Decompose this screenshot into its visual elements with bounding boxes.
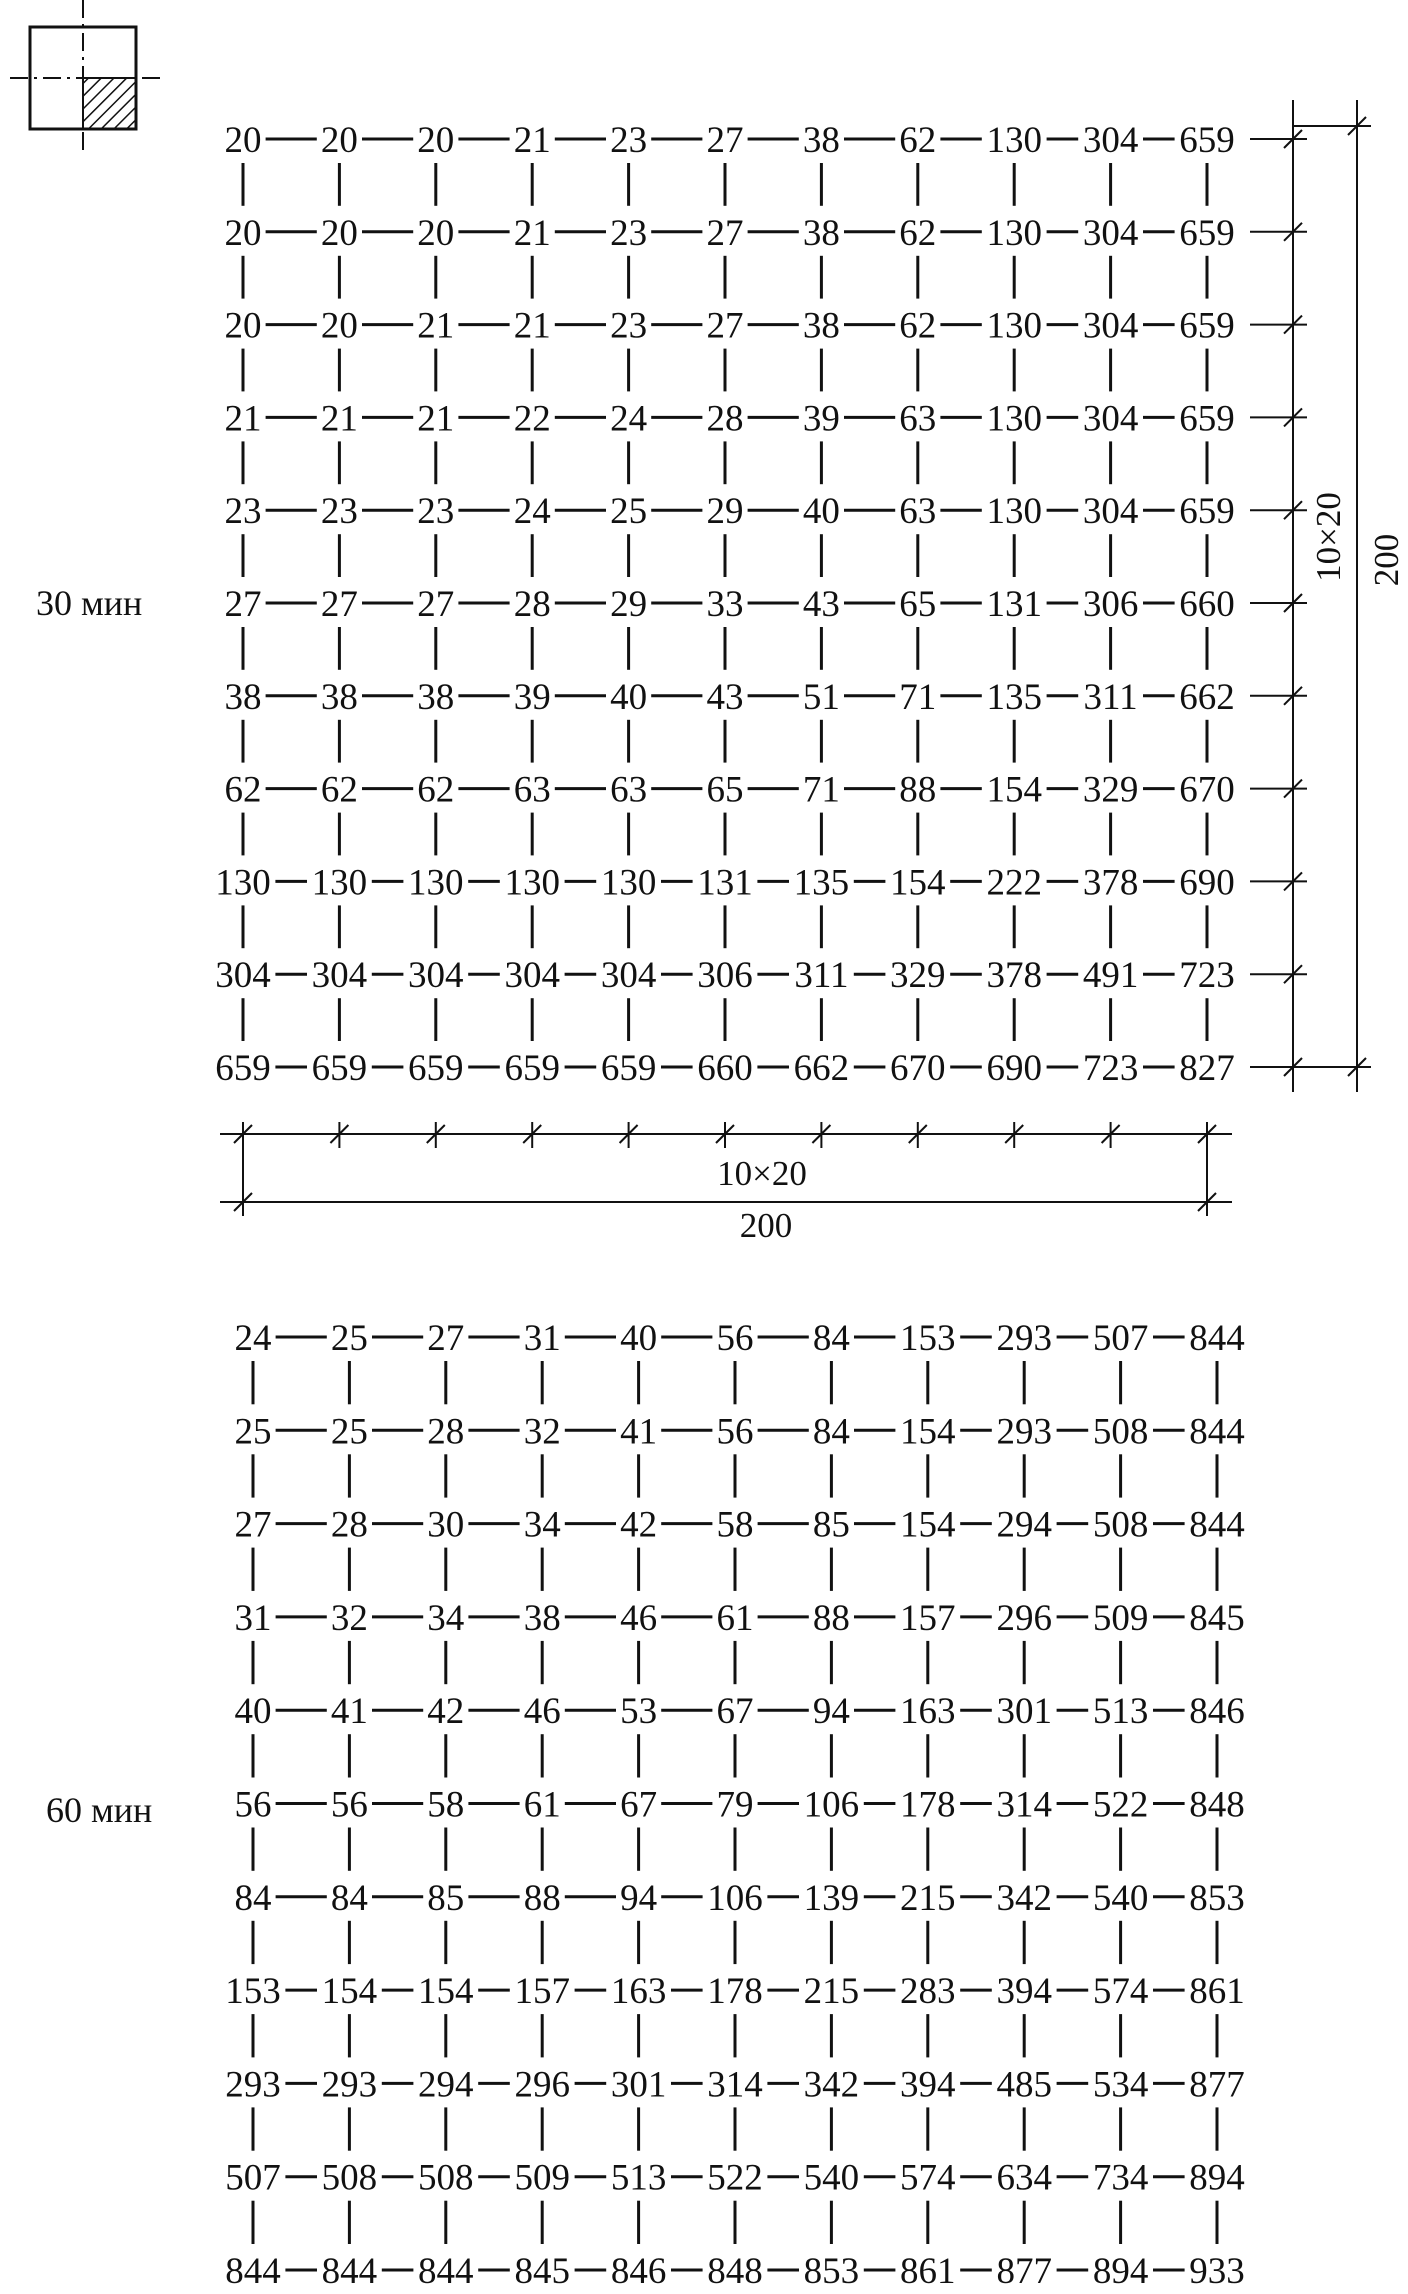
grid-value: 21 — [513, 212, 551, 254]
grid-value: 845 — [514, 2251, 570, 2292]
grid-value: 67 — [620, 1784, 658, 1826]
grid-value: 62 — [224, 769, 262, 811]
grid-value: 157 — [514, 1971, 570, 2013]
grid-value: 34 — [427, 1597, 465, 1639]
grid-value: 21 — [320, 398, 358, 440]
grid-value: 508 — [321, 2157, 378, 2199]
grid-value: 40 — [620, 1318, 658, 1359]
grid-value: 844 — [418, 2251, 474, 2292]
time-label-30: 30 мин — [36, 583, 143, 623]
dimension-spacing-right: 10×20 — [1309, 492, 1348, 582]
grid-value: 88 — [523, 1877, 561, 1919]
grid-value: 39 — [513, 676, 551, 718]
grid-value: 306 — [697, 955, 753, 997]
grid-value: 304 — [600, 955, 657, 997]
grid-value: 659 — [1179, 305, 1235, 347]
grid-60-min — [225, 1318, 1245, 2292]
grid-value: 659 — [215, 1048, 271, 1089]
grid-value: 509 — [514, 2157, 570, 2199]
grid-value: 154 — [900, 1504, 956, 1546]
grid-value: 62 — [320, 769, 358, 811]
grid-value: 38 — [417, 676, 455, 718]
grid-value: 21 — [417, 398, 455, 440]
grid-value: 62 — [899, 120, 937, 161]
grid-value: 71 — [899, 676, 937, 718]
grid-value: 670 — [1179, 769, 1235, 811]
grid-value: 67 — [716, 1691, 754, 1733]
grid-value: 27 — [706, 305, 744, 347]
grid-value: 28 — [706, 398, 744, 440]
grid-value: 154 — [900, 1411, 956, 1453]
grid-value: 163 — [900, 1691, 956, 1733]
grid-value: 24 — [610, 398, 648, 440]
grid-value: 846 — [1189, 1691, 1245, 1733]
grid-value: 306 — [1082, 584, 1139, 625]
grid-value: 62 — [899, 212, 937, 254]
grid-value: 30 — [427, 1504, 465, 1546]
grid-value: 62 — [417, 769, 455, 811]
grid-value: 38 — [802, 120, 840, 161]
grid-value: 58 — [427, 1784, 465, 1826]
grid-value: 659 — [1179, 491, 1235, 533]
grid-value: 296 — [514, 2064, 570, 2106]
grid-value: 94 — [812, 1691, 850, 1733]
grid-value: 27 — [417, 584, 455, 625]
grid-value: 43 — [802, 584, 840, 625]
grid-value: 294 — [418, 2064, 474, 2106]
grid-value: 314 — [996, 1784, 1052, 1826]
grid-value: 38 — [523, 1597, 561, 1639]
grid-value: 304 — [1082, 398, 1139, 440]
grid-value: 79 — [716, 1784, 754, 1826]
grid-value: 670 — [890, 1048, 946, 1089]
grid-value: 62 — [899, 305, 937, 347]
grid-value: 23 — [417, 491, 455, 533]
grid-value: 222 — [986, 862, 1042, 904]
grid-value: 27 — [234, 1504, 272, 1546]
grid-value: 130 — [215, 862, 271, 904]
grid-value: 508 — [1092, 1411, 1149, 1453]
grid-value: 85 — [427, 1877, 465, 1919]
grid-value: 296 — [996, 1597, 1052, 1639]
grid-value: 513 — [610, 2157, 667, 2199]
grid-value: 311 — [794, 955, 849, 997]
grid-value: 38 — [320, 676, 358, 718]
grid-value: 20 — [320, 120, 358, 161]
grid-value: 574 — [900, 2157, 956, 2199]
grid-value: 42 — [620, 1504, 658, 1546]
grid-value: 31 — [234, 1597, 272, 1639]
grid-value: 130 — [986, 398, 1042, 440]
grid-value: 32 — [330, 1597, 368, 1639]
grid-value: 534 — [1092, 2064, 1149, 2106]
grid-value: 46 — [523, 1691, 561, 1733]
grid-value: 135 — [793, 862, 850, 904]
grid-value: 304 — [408, 955, 464, 997]
grid-value: 23 — [610, 305, 648, 347]
grid-value: 40 — [234, 1691, 272, 1733]
grid-value: 43 — [706, 676, 744, 718]
grid-value: 329 — [890, 955, 946, 997]
grid-value: 88 — [899, 769, 937, 811]
grid-value: 178 — [707, 1971, 763, 2013]
grid-value: 508 — [1092, 1504, 1149, 1546]
grid-value: 659 — [408, 1048, 464, 1089]
grid-value: 88 — [812, 1597, 850, 1639]
grid-value: 153 — [900, 1318, 956, 1359]
grid-value: 63 — [513, 769, 551, 811]
grid-value: 130 — [408, 862, 464, 904]
grid-value: 38 — [802, 305, 840, 347]
grid-value: 84 — [330, 1877, 368, 1919]
grid-value: 130 — [600, 862, 657, 904]
grid-value: 63 — [610, 769, 648, 811]
grid-value: 491 — [1082, 955, 1139, 997]
grid-value: 304 — [215, 955, 271, 997]
grid-value: 40 — [802, 491, 840, 533]
grid-value: 25 — [610, 491, 648, 533]
grid-value: 522 — [1092, 1784, 1149, 1826]
grid-value: 84 — [234, 1877, 272, 1919]
grid-value: 56 — [330, 1784, 368, 1826]
grid-value: 378 — [1082, 862, 1139, 904]
grid-value: 24 — [513, 491, 551, 533]
grid-value: 139 — [803, 1877, 860, 1919]
grid-value: 20 — [224, 212, 262, 254]
grid-value: 304 — [504, 955, 560, 997]
grid-value: 304 — [1082, 212, 1139, 254]
grid-value: 660 — [697, 1048, 753, 1089]
grid-value: 662 — [1179, 676, 1235, 718]
grid-value: 304 — [311, 955, 368, 997]
grid-value: 540 — [1092, 1877, 1149, 1919]
grid-value: 23 — [320, 491, 358, 533]
grid-value: 659 — [1179, 212, 1235, 254]
grid-value: 20 — [320, 212, 358, 254]
grid-value: 25 — [330, 1318, 368, 1359]
grid-value: 293 — [996, 1411, 1052, 1453]
grid-value: 25 — [330, 1411, 368, 1453]
grid-value: 853 — [803, 2251, 860, 2292]
grid-value: 130 — [986, 305, 1042, 347]
grid-value: 293 — [225, 2064, 281, 2106]
grid-value: 154 — [890, 862, 946, 904]
grid-value: 31 — [523, 1318, 561, 1359]
grid-value: 659 — [504, 1048, 560, 1089]
grid-value: 157 — [900, 1597, 956, 1639]
grid-value: 23 — [610, 120, 648, 161]
grid-value: 94 — [620, 1877, 658, 1919]
grid-value: 32 — [523, 1411, 561, 1453]
grid-value: 28 — [513, 584, 551, 625]
grid-value: 154 — [321, 1971, 378, 2013]
grid-value: 861 — [900, 2251, 956, 2292]
grid-value: 20 — [417, 212, 455, 254]
grid-value: 394 — [900, 2064, 956, 2106]
grid-value: 22 — [513, 398, 551, 440]
grid-value: 342 — [996, 1877, 1052, 1919]
grid-value: 294 — [996, 1504, 1052, 1546]
grid-value: 659 — [1179, 120, 1235, 161]
grid-value: 56 — [234, 1784, 272, 1826]
grid-value: 178 — [900, 1784, 956, 1826]
grid-value: 509 — [1092, 1597, 1149, 1639]
grid-value: 27 — [706, 120, 744, 161]
grid-value: 848 — [707, 2251, 763, 2292]
grid-value: 659 — [1179, 398, 1235, 440]
grid-value: 84 — [812, 1318, 850, 1359]
section-symbol-icon — [10, 0, 160, 150]
grid-value: 723 — [1082, 1048, 1139, 1089]
grid-value: 21 — [224, 398, 262, 440]
grid-value: 507 — [225, 2157, 281, 2199]
grid-value: 23 — [224, 491, 262, 533]
grid-value: 130 — [311, 862, 368, 904]
grid-value: 24 — [234, 1318, 272, 1359]
grid-value: 215 — [900, 1877, 956, 1919]
grid-value: 58 — [716, 1504, 754, 1546]
grid-value: 844 — [321, 2251, 378, 2292]
grid-value: 293 — [321, 2064, 378, 2106]
grid-value: 65 — [706, 769, 744, 811]
grid-value: 20 — [224, 120, 262, 161]
grid-value: 153 — [225, 1971, 281, 2013]
grid-value: 61 — [523, 1784, 561, 1826]
grid-value: 848 — [1189, 1784, 1245, 1826]
grid-value: 33 — [706, 584, 744, 625]
grid-value: 540 — [803, 2157, 860, 2199]
grid-value: 634 — [996, 2157, 1052, 2199]
grid-value: 877 — [996, 2251, 1052, 2292]
grid-value: 844 — [1189, 1411, 1245, 1453]
grid-value: 845 — [1189, 1597, 1245, 1639]
grid-value: 827 — [1179, 1048, 1235, 1089]
grid-value: 38 — [802, 212, 840, 254]
grid-value: 39 — [802, 398, 840, 440]
grid-value: 130 — [986, 491, 1042, 533]
grid-value: 28 — [427, 1411, 465, 1453]
grid-value: 894 — [1189, 2157, 1245, 2199]
grid-value: 394 — [996, 1971, 1052, 2013]
grid-value: 662 — [793, 1048, 850, 1089]
grid-value: 846 — [610, 2251, 667, 2292]
grid-value: 40 — [610, 676, 648, 718]
grid-value: 301 — [610, 2064, 667, 2106]
grid-value: 29 — [706, 491, 744, 533]
grid-value: 844 — [225, 2251, 281, 2292]
dimension-total-bottom: 200 — [739, 1206, 793, 1245]
grid-value: 513 — [1092, 1691, 1149, 1733]
grid-value: 21 — [513, 305, 551, 347]
grid-value: 106 — [803, 1784, 860, 1826]
grid-value: 41 — [620, 1411, 658, 1453]
grid-value: 861 — [1189, 1971, 1245, 2013]
grid-value: 522 — [707, 2157, 763, 2199]
grid-value: 844 — [1189, 1318, 1245, 1359]
grid-value: 304 — [1082, 491, 1139, 533]
grid-30-min — [215, 120, 1235, 1089]
grid-value: 38 — [224, 676, 262, 718]
grid-value: 63 — [899, 491, 937, 533]
grid-value: 154 — [418, 1971, 474, 2013]
time-label-60: 60 мин — [46, 1790, 153, 1830]
grid-value: 311 — [1083, 676, 1138, 718]
grid-value: 106 — [707, 1877, 763, 1919]
grid-value: 20 — [320, 305, 358, 347]
grid-value: 20 — [417, 120, 455, 161]
grid-value: 283 — [900, 1971, 956, 2013]
grid-value: 27 — [224, 584, 262, 625]
grid-value: 27 — [706, 212, 744, 254]
grid-value: 85 — [812, 1504, 850, 1546]
grid-value: 84 — [812, 1411, 850, 1453]
grid-value: 734 — [1092, 2157, 1149, 2199]
grid-value: 853 — [1189, 1877, 1245, 1919]
grid-value: 304 — [1082, 305, 1139, 347]
grid-value: 933 — [1189, 2251, 1245, 2292]
grid-value: 61 — [716, 1597, 754, 1639]
grid-value: 23 — [610, 212, 648, 254]
grid-value: 131 — [697, 862, 753, 904]
grid-value: 723 — [1179, 955, 1235, 997]
grid-value: 71 — [802, 769, 840, 811]
grid-value: 485 — [996, 2064, 1052, 2106]
grid-value: 877 — [1189, 2064, 1245, 2106]
grid-value: 659 — [311, 1048, 368, 1089]
grid-value: 56 — [716, 1411, 754, 1453]
grid-value: 378 — [986, 955, 1042, 997]
grid-value: 314 — [707, 2064, 763, 2106]
dimension-total-right: 200 — [1367, 533, 1406, 587]
grid-value: 154 — [986, 769, 1042, 811]
grid-value: 29 — [610, 584, 648, 625]
grid-value: 574 — [1092, 1971, 1149, 2013]
grid-value: 508 — [418, 2157, 474, 2199]
grid-value: 507 — [1092, 1318, 1149, 1359]
grid-value: 690 — [1179, 862, 1235, 904]
grid-value: 163 — [610, 1971, 667, 2013]
grid-value: 130 — [986, 212, 1042, 254]
grid-value: 844 — [1189, 1504, 1245, 1546]
grid-value: 63 — [899, 398, 937, 440]
grid-value: 130 — [986, 120, 1042, 161]
grid-value: 21 — [513, 120, 551, 161]
grid-value: 894 — [1092, 2251, 1149, 2292]
grid-value: 46 — [620, 1597, 658, 1639]
grid-value: 659 — [600, 1048, 657, 1089]
grid-value: 135 — [986, 676, 1042, 718]
grid-value: 27 — [427, 1318, 465, 1359]
grid-value: 329 — [1082, 769, 1139, 811]
grid-value: 41 — [330, 1691, 368, 1733]
grid-value: 304 — [1082, 120, 1139, 161]
grid-value: 21 — [417, 305, 455, 347]
grid-value: 130 — [504, 862, 560, 904]
grid-value: 690 — [986, 1048, 1042, 1089]
grid-value: 34 — [523, 1504, 561, 1546]
grid-value: 28 — [330, 1504, 368, 1546]
grid-value: 27 — [320, 584, 358, 625]
grid-value: 342 — [803, 2064, 860, 2106]
grid-value: 42 — [427, 1691, 465, 1733]
grid-value: 131 — [986, 584, 1042, 625]
grid-value: 65 — [899, 584, 937, 625]
dimension-spacing-bottom: 10×20 — [717, 1154, 807, 1193]
grid-value: 660 — [1179, 584, 1235, 625]
grid-value: 56 — [716, 1318, 754, 1359]
grid-value: 20 — [224, 305, 262, 347]
grid-value: 301 — [996, 1691, 1052, 1733]
grid-value: 51 — [802, 676, 840, 718]
grid-value: 293 — [996, 1318, 1052, 1359]
grid-value: 53 — [620, 1691, 658, 1733]
grid-value: 215 — [803, 1971, 860, 2013]
grid-value: 25 — [234, 1411, 272, 1453]
